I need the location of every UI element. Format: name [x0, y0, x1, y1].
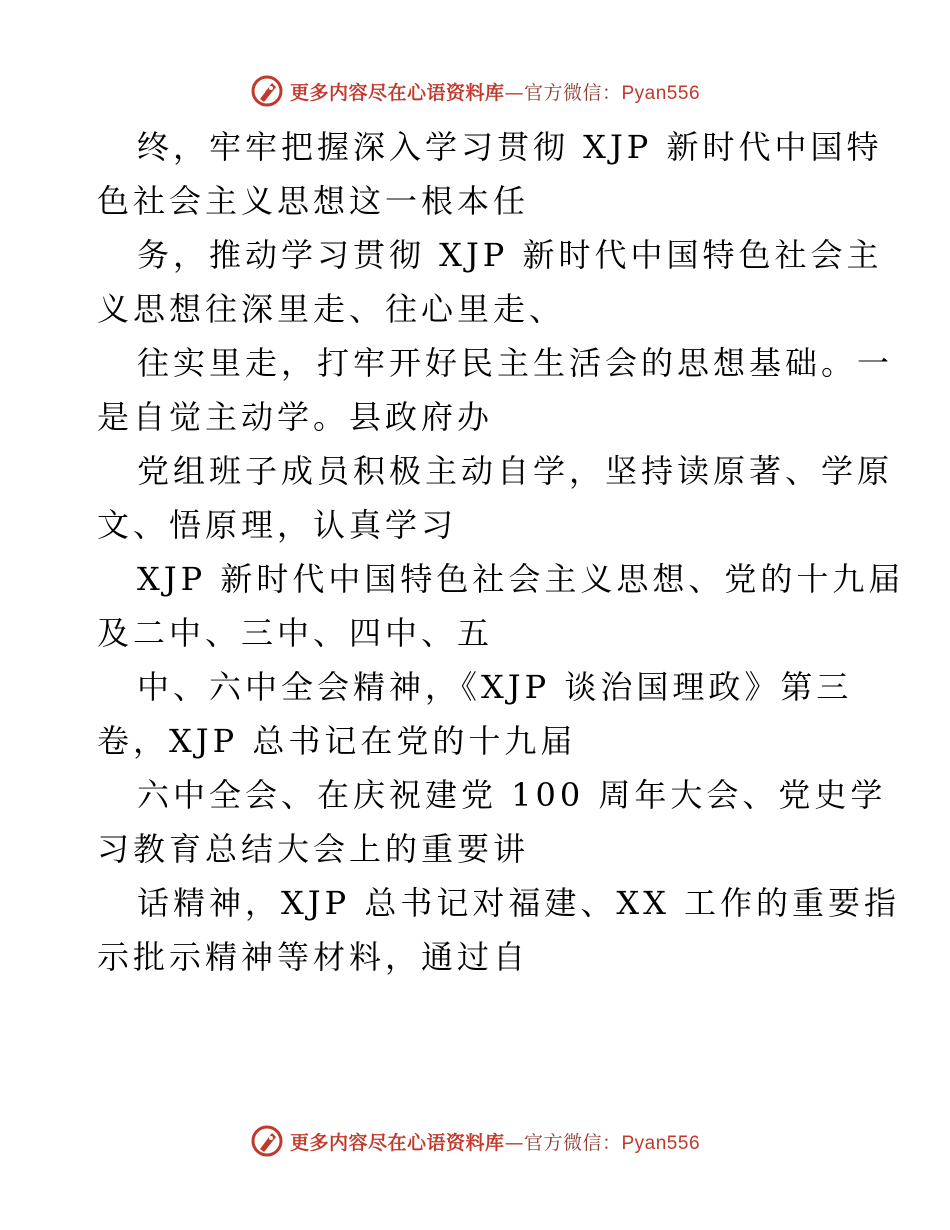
text-line: 文、悟原理，认真学习	[97, 506, 458, 544]
document-body	[97, 120, 905, 984]
text-line: 终，牢牢把握深入学习贯彻 XJP 新时代中国特	[137, 128, 883, 166]
header-wechat-label: 官方微信：	[523, 81, 622, 104]
text-line: 中、六中全会精神，《XJP 谈治国理政》第三	[137, 668, 853, 706]
text-line: 义思想往深里走、往心里走、	[97, 290, 566, 328]
header-wechat-handle: Pyan556	[621, 82, 701, 104]
header-banner-text	[290, 78, 700, 105]
header-slogan: 更多内容尽在心语资料库	[289, 81, 505, 104]
pen-nib-logo-icon	[250, 74, 284, 108]
text-line: 习教育总结大会上的重要讲	[97, 830, 530, 868]
text-line: 示批示精神等材料，通过自	[97, 938, 530, 976]
text-line: 务，推动学习贯彻 XJP 新时代中国特色社会主	[137, 236, 883, 274]
footer-slogan: 更多内容尽在心语资料库	[289, 1131, 505, 1154]
text-line: 往实里走，打牢开好民主生活会的思想基础。一	[137, 344, 894, 382]
footer-dash: —	[504, 1131, 524, 1154]
text-line: 党组班子成员积极主动自学，坚持读原著、学原	[137, 452, 894, 490]
footer-wechat-handle: Pyan556	[621, 1132, 701, 1154]
header-dash: —	[504, 81, 524, 104]
footer-banner	[0, 1121, 950, 1161]
pen-nib-logo-icon	[250, 1124, 284, 1158]
text-line: 色社会主义思想这一根本任	[97, 182, 530, 220]
text-line: 是自觉主动学。县政府办	[97, 398, 494, 436]
footer-wechat-label: 官方微信：	[523, 1131, 622, 1154]
text-line: 六中全会、在庆祝建党 100 周年大会、党史学	[137, 776, 887, 814]
header-banner	[0, 71, 950, 111]
text-line: 及二中、三中、四中、五	[97, 614, 494, 652]
text-line: 话精神，XJP 总书记对福建、XX 工作的重要指	[137, 884, 901, 922]
text-line: XJP 新时代中国特色社会主义思想、党的十九届	[137, 560, 905, 598]
text-line: 卷，XJP 总书记在党的十九届	[97, 722, 577, 760]
footer-banner-text	[290, 1128, 700, 1155]
